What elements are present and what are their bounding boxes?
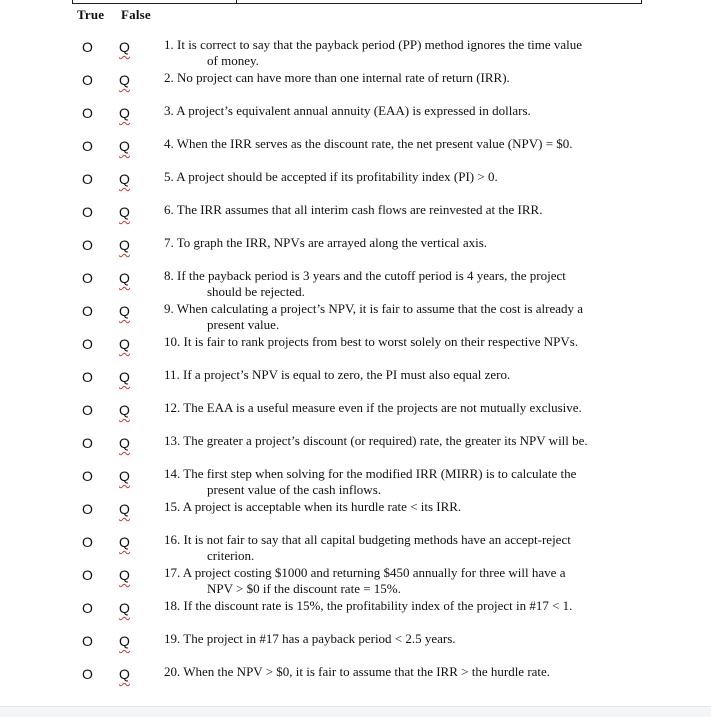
question-row	[0, 433, 711, 467]
false-option-circle[interactable]: Q	[119, 105, 130, 121]
question-text-line2: present value of the cash inflows.	[207, 482, 382, 497]
true-option-circle[interactable]: O	[82, 402, 93, 418]
true-option-circle[interactable]: O	[82, 138, 93, 154]
question-row	[0, 37, 711, 71]
question-text-line1: 8. If the payback period is 3 years and the cutoff period is 4 years, the project	[164, 268, 566, 283]
false-option-circle[interactable]: Q	[119, 171, 130, 187]
true-option-circle[interactable]: O	[82, 501, 93, 517]
table-top-divider	[236, 0, 237, 4]
question-text-line1: 10. It is fair to rank projects from best to worst solely on their respective NPVs.	[164, 334, 579, 349]
question-text-line1: 17. A project costing $1000 and returning $450 annually for three will have a	[164, 565, 566, 580]
true-option-circle[interactable]: O	[82, 666, 93, 682]
question-statement	[164, 400, 644, 416]
question-statement	[164, 631, 644, 647]
false-option-circle[interactable]: Q	[119, 501, 130, 517]
question-statement	[164, 268, 644, 300]
question-text-line1: 11. If a project’s NPV is equal to zero, the PI must also equal zero.	[164, 367, 511, 382]
question-statement	[164, 433, 644, 449]
true-option-circle[interactable]: O	[82, 369, 93, 385]
question-text-line1: 13. The greater a project’s discount (or required) rate, the greater its NPV will be.	[164, 433, 588, 448]
true-option-circle[interactable]: O	[82, 237, 93, 253]
false-option-circle[interactable]: Q	[119, 402, 130, 418]
question-text-line2: criterion.	[207, 548, 255, 563]
question-row	[0, 532, 711, 566]
question-text-line1: 12. The EAA is a useful measure even if the projects are not mutually exclusive.	[164, 400, 582, 415]
false-option-circle[interactable]: Q	[119, 369, 130, 385]
question-row	[0, 268, 711, 302]
question-row	[0, 103, 711, 137]
question-row	[0, 664, 711, 698]
false-column-label: False	[121, 7, 151, 22]
question-text-line1: 15. A project is acceptable when its hurdle rate < its IRR.	[164, 499, 462, 514]
question-statement	[164, 169, 644, 185]
true-option-circle[interactable]: O	[82, 468, 93, 484]
question-text-line1: 2. No project can have more than one internal rate of return (IRR).	[164, 70, 510, 85]
question-statement	[164, 367, 644, 383]
question-row	[0, 235, 711, 269]
question-statement	[164, 37, 644, 69]
true-option-circle[interactable]: O	[82, 435, 93, 451]
false-option-circle[interactable]: Q	[119, 435, 130, 451]
true-option-circle[interactable]: O	[82, 303, 93, 319]
question-row	[0, 334, 711, 368]
true-option-circle[interactable]: O	[82, 336, 93, 352]
question-statement	[164, 532, 644, 564]
true-option-circle[interactable]: O	[82, 567, 93, 583]
question-statement	[164, 103, 644, 119]
question-row	[0, 466, 711, 500]
question-text-line1: 6. The IRR assumes that all interim cash flows are reinvested at the IRR.	[164, 202, 543, 217]
question-statement	[164, 235, 644, 251]
question-row	[0, 202, 711, 236]
question-row	[0, 565, 711, 599]
false-option-circle[interactable]: Q	[119, 600, 130, 616]
false-option-circle[interactable]: Q	[119, 237, 130, 253]
question-text-line1: 16. It is not fair to say that all capital budgeting methods have an accept-reject	[164, 532, 571, 547]
question-text-line1: 18. If the discount rate is 15%, the profitability index of the project in #17 < 1.	[164, 598, 573, 613]
false-option-circle[interactable]: Q	[119, 39, 130, 55]
question-statement	[164, 301, 644, 333]
column-header	[77, 7, 151, 23]
question-text-line2: NPV > $0 if the discount rate = 15%.	[207, 581, 401, 596]
true-option-circle[interactable]: O	[82, 633, 93, 649]
true-option-circle[interactable]: O	[82, 39, 93, 55]
question-text-line2: should be rejected.	[207, 284, 305, 299]
false-option-circle[interactable]: Q	[119, 633, 130, 649]
true-column-label: True	[77, 7, 105, 22]
question-row	[0, 301, 711, 335]
question-row	[0, 631, 711, 665]
false-option-circle[interactable]: Q	[119, 138, 130, 154]
false-option-circle[interactable]: Q	[119, 303, 130, 319]
false-option-circle[interactable]: Q	[119, 468, 130, 484]
false-option-circle[interactable]: Q	[119, 567, 130, 583]
question-statement	[164, 466, 644, 498]
question-statement	[164, 664, 644, 680]
question-text-line1: 19. The project in #17 has a payback period < 2.5 years.	[164, 631, 456, 646]
question-statement	[164, 70, 644, 86]
question-text-line1: 3. A project’s equivalent annual annuity (EAA) is expressed in dollars.	[164, 103, 531, 118]
true-option-circle[interactable]: O	[82, 270, 93, 286]
true-option-circle[interactable]: O	[82, 171, 93, 187]
false-option-circle[interactable]: Q	[119, 534, 130, 550]
question-statement	[164, 334, 644, 350]
question-row	[0, 499, 711, 533]
table-top-border	[72, 0, 642, 4]
question-row	[0, 136, 711, 170]
question-row	[0, 598, 711, 632]
true-option-circle[interactable]: O	[82, 105, 93, 121]
true-option-circle[interactable]: O	[82, 534, 93, 550]
question-row	[0, 400, 711, 434]
question-statement	[164, 598, 644, 614]
question-row	[0, 367, 711, 401]
question-text-line1: 5. A project should be accepted if its profitability index (PI) > 0.	[164, 169, 498, 184]
question-statement	[164, 202, 644, 218]
true-option-circle[interactable]: O	[82, 204, 93, 220]
false-option-circle[interactable]: Q	[119, 666, 130, 682]
question-statement	[164, 136, 644, 152]
question-text-line1: 14. The first step when solving for the modified IRR (MIRR) is to calculate the	[164, 466, 577, 481]
question-statement	[164, 499, 644, 515]
true-option-circle[interactable]: O	[82, 600, 93, 616]
question-text-line1: 7. To graph the IRR, NPVs are arrayed along the vertical axis.	[164, 235, 488, 250]
false-option-circle[interactable]: Q	[119, 270, 130, 286]
question-text-line2: present value.	[207, 317, 280, 332]
false-option-circle[interactable]: Q	[119, 72, 130, 88]
false-option-circle[interactable]: Q	[119, 336, 130, 352]
question-row	[0, 70, 711, 104]
page-bottom-bar	[0, 706, 711, 717]
true-option-circle[interactable]: O	[82, 72, 93, 88]
question-statement	[164, 565, 644, 597]
question-text-line1: 4. When the IRR serves as the discount rate, the net present value (NPV) = $0.	[164, 136, 573, 151]
question-text-line1: 20. When the NPV > $0, it is fair to assume that the IRR > the hurdle rate.	[164, 664, 551, 679]
question-text-line2: of money.	[207, 53, 259, 68]
question-row	[0, 169, 711, 203]
question-text-line1: 9. When calculating a project’s NPV, it is fair to assume that the cost is already a	[164, 301, 584, 316]
question-text-line1: 1. It is correct to say that the payback period (PP) method ignores the time value	[164, 37, 583, 52]
false-option-circle[interactable]: Q	[119, 204, 130, 220]
